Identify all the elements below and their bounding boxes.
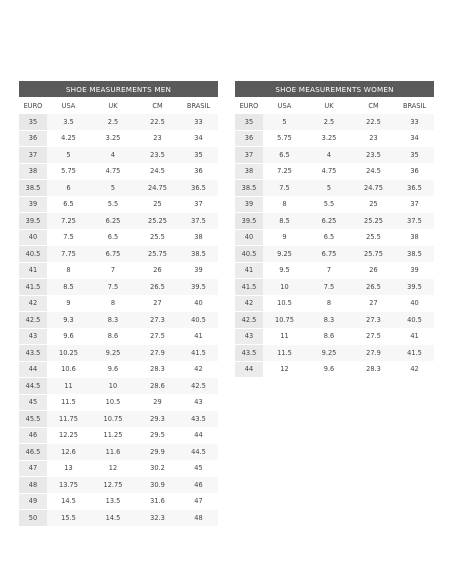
table-cell: 40 — [395, 295, 434, 312]
column-header: USA — [47, 98, 90, 114]
table-cell: 7.5 — [90, 279, 136, 296]
table-cell: 11.75 — [47, 411, 90, 428]
table-cell: 24.5 — [352, 163, 395, 180]
table-row — [235, 147, 434, 164]
table-cell: 38.5 — [395, 246, 434, 263]
table-cell: 40 — [19, 229, 47, 246]
table-cell: 36.5 — [179, 180, 218, 197]
table-cell: 37 — [395, 196, 434, 213]
table-row — [235, 345, 434, 362]
table-cell: 9.3 — [47, 312, 90, 329]
table-cell: 35 — [19, 114, 47, 131]
table-cell: 9.5 — [263, 262, 306, 279]
table-cell: 30.2 — [136, 460, 179, 477]
table-cell: 36 — [179, 163, 218, 180]
table-cell: 43.5 — [19, 345, 47, 362]
table-cell: 3.25 — [306, 130, 352, 147]
table-cell: 27.5 — [136, 328, 179, 345]
table-cell: 9.25 — [306, 345, 352, 362]
table-cell: 6.25 — [90, 213, 136, 230]
table-cell: 44 — [19, 361, 47, 378]
table-cell: 11.5 — [263, 345, 306, 362]
table-cell: 25.5 — [352, 229, 395, 246]
table-cell: 22.5 — [136, 114, 179, 131]
table-row — [19, 213, 218, 230]
table-cell: 38.5 — [179, 246, 218, 263]
table-cell: 6.25 — [306, 213, 352, 230]
table-cell: 5 — [306, 180, 352, 197]
table-cell: 38 — [19, 163, 47, 180]
table-cell: 15.5 — [47, 510, 90, 526]
table-row — [19, 427, 218, 444]
table-cell: 36.5 — [395, 180, 434, 197]
table-cell: 42.5 — [179, 378, 218, 395]
table-cell: 6.5 — [306, 229, 352, 246]
table-cell: 39.5 — [19, 213, 47, 230]
table-row — [235, 229, 434, 246]
table-cell: 25.25 — [136, 213, 179, 230]
table-cell: 11 — [47, 378, 90, 395]
table-cell: 24.75 — [136, 180, 179, 197]
table-cell: 37.5 — [395, 213, 434, 230]
table-row — [19, 361, 218, 378]
table-row — [235, 262, 434, 279]
table-row — [19, 147, 218, 164]
table-cell: 22.5 — [352, 114, 395, 131]
table-cell: 46.5 — [19, 444, 47, 461]
table-cell: 7.25 — [263, 163, 306, 180]
table-cell: 48 — [179, 510, 218, 526]
table-cell: 40.5 — [19, 246, 47, 263]
table-cell: 25.25 — [352, 213, 395, 230]
table-cell: 42 — [235, 295, 263, 312]
column-header: UK — [90, 98, 136, 114]
table-cell: 40.5 — [235, 246, 263, 263]
table-row — [19, 378, 218, 395]
table-cell: 23 — [136, 130, 179, 147]
table-cell: 39.5 — [395, 279, 434, 296]
table-cell: 5.5 — [90, 196, 136, 213]
women-table-title: SHOE MEASUREMENTS WOMEN — [235, 81, 434, 98]
table-cell: 8 — [306, 295, 352, 312]
table-cell: 13 — [47, 460, 90, 477]
table-cell: 5.75 — [47, 163, 90, 180]
women-header-row — [235, 98, 434, 114]
table-cell: 24.5 — [136, 163, 179, 180]
table-cell: 28.3 — [136, 361, 179, 378]
table-cell: 7 — [90, 262, 136, 279]
table-cell: 33 — [395, 114, 434, 131]
table-cell: 41 — [395, 328, 434, 345]
table-cell: 37 — [235, 147, 263, 164]
table-cell: 41.5 — [235, 279, 263, 296]
table-cell: 38.5 — [19, 180, 47, 197]
table-cell: 9 — [47, 295, 90, 312]
table-cell: 42.5 — [19, 312, 47, 329]
table-cell: 44 — [235, 361, 263, 377]
table-cell: 39 — [19, 196, 47, 213]
table-cell: 10.5 — [90, 394, 136, 411]
table-cell: 14.5 — [90, 510, 136, 526]
table-cell: 8.3 — [306, 312, 352, 329]
table-cell: 32.3 — [136, 510, 179, 526]
table-cell: 8.6 — [306, 328, 352, 345]
table-cell: 42 — [179, 361, 218, 378]
table-cell: 38 — [395, 229, 434, 246]
table-row — [235, 114, 434, 131]
column-header: EURO — [235, 98, 263, 114]
table-cell: 35 — [179, 147, 218, 164]
table-cell: 45.5 — [19, 411, 47, 428]
table-row — [19, 262, 218, 279]
table-cell: 44.5 — [19, 378, 47, 395]
table-cell: 43 — [179, 394, 218, 411]
table-cell: 9.6 — [90, 361, 136, 378]
table-cell: 39 — [235, 196, 263, 213]
table-cell: 43 — [235, 328, 263, 345]
table-cell: 28.6 — [136, 378, 179, 395]
table-cell: 47 — [19, 460, 47, 477]
table-row — [235, 180, 434, 197]
table-cell: 43.5 — [235, 345, 263, 362]
table-cell: 9.6 — [47, 328, 90, 345]
table-cell: 31.6 — [136, 493, 179, 510]
table-cell: 6 — [47, 180, 90, 197]
table-row — [235, 328, 434, 345]
table-cell: 34 — [179, 130, 218, 147]
table-cell: 7 — [306, 262, 352, 279]
table-cell: 40.5 — [179, 312, 218, 329]
table-cell: 27.3 — [352, 312, 395, 329]
table-cell: 10.5 — [263, 295, 306, 312]
table-cell: 6.5 — [263, 147, 306, 164]
table-cell: 9 — [263, 229, 306, 246]
table-cell: 44 — [179, 427, 218, 444]
table-cell: 10.75 — [90, 411, 136, 428]
table-row — [235, 361, 434, 377]
table-row — [235, 130, 434, 147]
men-table-body — [19, 114, 218, 526]
women-size-table — [235, 81, 434, 377]
table-cell: 7.5 — [306, 279, 352, 296]
table-cell: 37.5 — [179, 213, 218, 230]
table-cell: 38 — [235, 163, 263, 180]
table-row — [235, 279, 434, 296]
table-cell: 26.5 — [136, 279, 179, 296]
table-cell: 8.5 — [263, 213, 306, 230]
table-cell: 26 — [136, 262, 179, 279]
table-row — [19, 246, 218, 263]
table-cell: 2.5 — [306, 114, 352, 131]
table-cell: 12.25 — [47, 427, 90, 444]
table-cell: 8 — [47, 262, 90, 279]
table-cell: 12 — [263, 361, 306, 377]
table-cell: 44.5 — [179, 444, 218, 461]
table-cell: 40 — [235, 229, 263, 246]
column-header: CM — [352, 98, 395, 114]
table-cell: 4.25 — [47, 130, 90, 147]
column-header: UK — [306, 98, 352, 114]
table-cell: 43.5 — [179, 411, 218, 428]
table-cell: 45 — [19, 394, 47, 411]
table-cell: 38.5 — [235, 180, 263, 197]
table-cell: 10.6 — [47, 361, 90, 378]
table-row — [19, 411, 218, 428]
table-row — [19, 510, 218, 526]
table-cell: 8.3 — [90, 312, 136, 329]
table-cell: 36 — [19, 130, 47, 147]
table-cell: 27 — [352, 295, 395, 312]
table-cell: 29 — [136, 394, 179, 411]
table-cell: 38 — [179, 229, 218, 246]
table-cell: 10 — [90, 378, 136, 395]
table-row — [19, 196, 218, 213]
table-cell: 41.5 — [395, 345, 434, 362]
table-row — [19, 460, 218, 477]
table-cell: 35 — [235, 114, 263, 131]
table-cell: 10.75 — [263, 312, 306, 329]
table-cell: 47 — [179, 493, 218, 510]
men-size-table — [19, 81, 218, 526]
table-cell: 8.5 — [47, 279, 90, 296]
table-row — [19, 130, 218, 147]
table-cell: 5 — [90, 180, 136, 197]
table-row — [235, 213, 434, 230]
table-cell: 25.5 — [136, 229, 179, 246]
table-cell: 42 — [19, 295, 47, 312]
table-cell: 41.5 — [19, 279, 47, 296]
table-cell: 5 — [47, 147, 90, 164]
table-row — [19, 477, 218, 494]
table-cell: 4 — [306, 147, 352, 164]
table-cell: 24.75 — [352, 180, 395, 197]
table-cell: 41.5 — [179, 345, 218, 362]
column-header: BRASIL — [395, 98, 434, 114]
table-cell: 48 — [19, 477, 47, 494]
table-cell: 50 — [19, 510, 47, 526]
table-cell: 4.75 — [306, 163, 352, 180]
table-cell: 9.25 — [263, 246, 306, 263]
table-cell: 2.5 — [90, 114, 136, 131]
table-cell: 27 — [136, 295, 179, 312]
table-cell: 36 — [235, 130, 263, 147]
table-cell: 35 — [395, 147, 434, 164]
table-cell: 23.5 — [352, 147, 395, 164]
table-cell: 40.5 — [395, 312, 434, 329]
men-header-row — [19, 98, 218, 114]
table-cell: 5.5 — [306, 196, 352, 213]
table-cell: 42.5 — [235, 312, 263, 329]
table-row — [235, 312, 434, 329]
table-cell: 46 — [19, 427, 47, 444]
table-cell: 7.25 — [47, 213, 90, 230]
women-table-body — [235, 114, 434, 378]
table-cell: 34 — [395, 130, 434, 147]
table-cell: 3.25 — [90, 130, 136, 147]
table-cell: 27.9 — [136, 345, 179, 362]
table-cell: 11.6 — [90, 444, 136, 461]
table-row — [19, 328, 218, 345]
table-cell: 27.9 — [352, 345, 395, 362]
table-cell: 39.5 — [235, 213, 263, 230]
table-cell: 7.75 — [47, 246, 90, 263]
table-cell: 25 — [352, 196, 395, 213]
table-cell: 41 — [19, 262, 47, 279]
table-cell: 8.6 — [90, 328, 136, 345]
table-cell: 11.25 — [90, 427, 136, 444]
table-cell: 12.75 — [90, 477, 136, 494]
table-cell: 27.5 — [352, 328, 395, 345]
table-cell: 33 — [179, 114, 218, 131]
table-cell: 9.25 — [90, 345, 136, 362]
table-cell: 13.5 — [90, 493, 136, 510]
table-cell: 6.5 — [47, 196, 90, 213]
table-cell: 29.3 — [136, 411, 179, 428]
column-header: BRASIL — [179, 98, 218, 114]
table-cell: 23.5 — [136, 147, 179, 164]
table-cell: 5 — [263, 114, 306, 131]
table-cell: 5.75 — [263, 130, 306, 147]
table-row — [19, 163, 218, 180]
table-cell: 12.6 — [47, 444, 90, 461]
table-row — [19, 493, 218, 510]
table-cell: 8 — [90, 295, 136, 312]
table-cell: 6.75 — [306, 246, 352, 263]
column-header: EURO — [19, 98, 47, 114]
table-row — [235, 196, 434, 213]
table-row — [19, 295, 218, 312]
table-cell: 26 — [352, 262, 395, 279]
table-row — [235, 163, 434, 180]
table-cell: 4 — [90, 147, 136, 164]
table-cell: 49 — [19, 493, 47, 510]
table-cell: 37 — [179, 196, 218, 213]
table-cell: 11.5 — [47, 394, 90, 411]
table-row — [235, 295, 434, 312]
table-row — [19, 180, 218, 197]
column-header: USA — [263, 98, 306, 114]
table-cell: 40 — [179, 295, 218, 312]
table-cell: 14.5 — [47, 493, 90, 510]
table-row — [19, 114, 218, 131]
table-cell: 6.75 — [90, 246, 136, 263]
table-cell: 30.9 — [136, 477, 179, 494]
table-cell: 29.9 — [136, 444, 179, 461]
table-row — [19, 444, 218, 461]
men-table-title: SHOE MEASUREMENTS MEN — [19, 81, 218, 98]
table-row — [19, 394, 218, 411]
table-cell: 7.5 — [263, 180, 306, 197]
table-row — [235, 246, 434, 263]
table-cell: 41 — [235, 262, 263, 279]
table-cell: 28.3 — [352, 361, 395, 377]
column-header: CM — [136, 98, 179, 114]
table-row — [19, 279, 218, 296]
table-cell: 41 — [179, 328, 218, 345]
table-cell: 39 — [395, 262, 434, 279]
table-cell: 10 — [263, 279, 306, 296]
table-cell: 43 — [19, 328, 47, 345]
table-row — [19, 312, 218, 329]
table-cell: 23 — [352, 130, 395, 147]
table-cell: 25.75 — [136, 246, 179, 263]
table-cell: 7.5 — [47, 229, 90, 246]
table-cell: 8 — [263, 196, 306, 213]
table-cell: 13.75 — [47, 477, 90, 494]
table-row — [19, 345, 218, 362]
table-cell: 3.5 — [47, 114, 90, 131]
table-cell: 27.3 — [136, 312, 179, 329]
table-cell: 39 — [179, 262, 218, 279]
table-cell: 36 — [395, 163, 434, 180]
table-cell: 29.5 — [136, 427, 179, 444]
table-cell: 39.5 — [179, 279, 218, 296]
table-cell: 10.25 — [47, 345, 90, 362]
table-cell: 46 — [179, 477, 218, 494]
table-cell: 6.5 — [90, 229, 136, 246]
table-cell: 26.5 — [352, 279, 395, 296]
table-cell: 37 — [19, 147, 47, 164]
table-cell: 42 — [395, 361, 434, 377]
table-cell: 25.75 — [352, 246, 395, 263]
table-cell: 12 — [90, 460, 136, 477]
table-row — [19, 229, 218, 246]
table-cell: 4.75 — [90, 163, 136, 180]
table-cell: 25 — [136, 196, 179, 213]
table-cell: 9.6 — [306, 361, 352, 377]
table-cell: 11 — [263, 328, 306, 345]
table-cell: 45 — [179, 460, 218, 477]
